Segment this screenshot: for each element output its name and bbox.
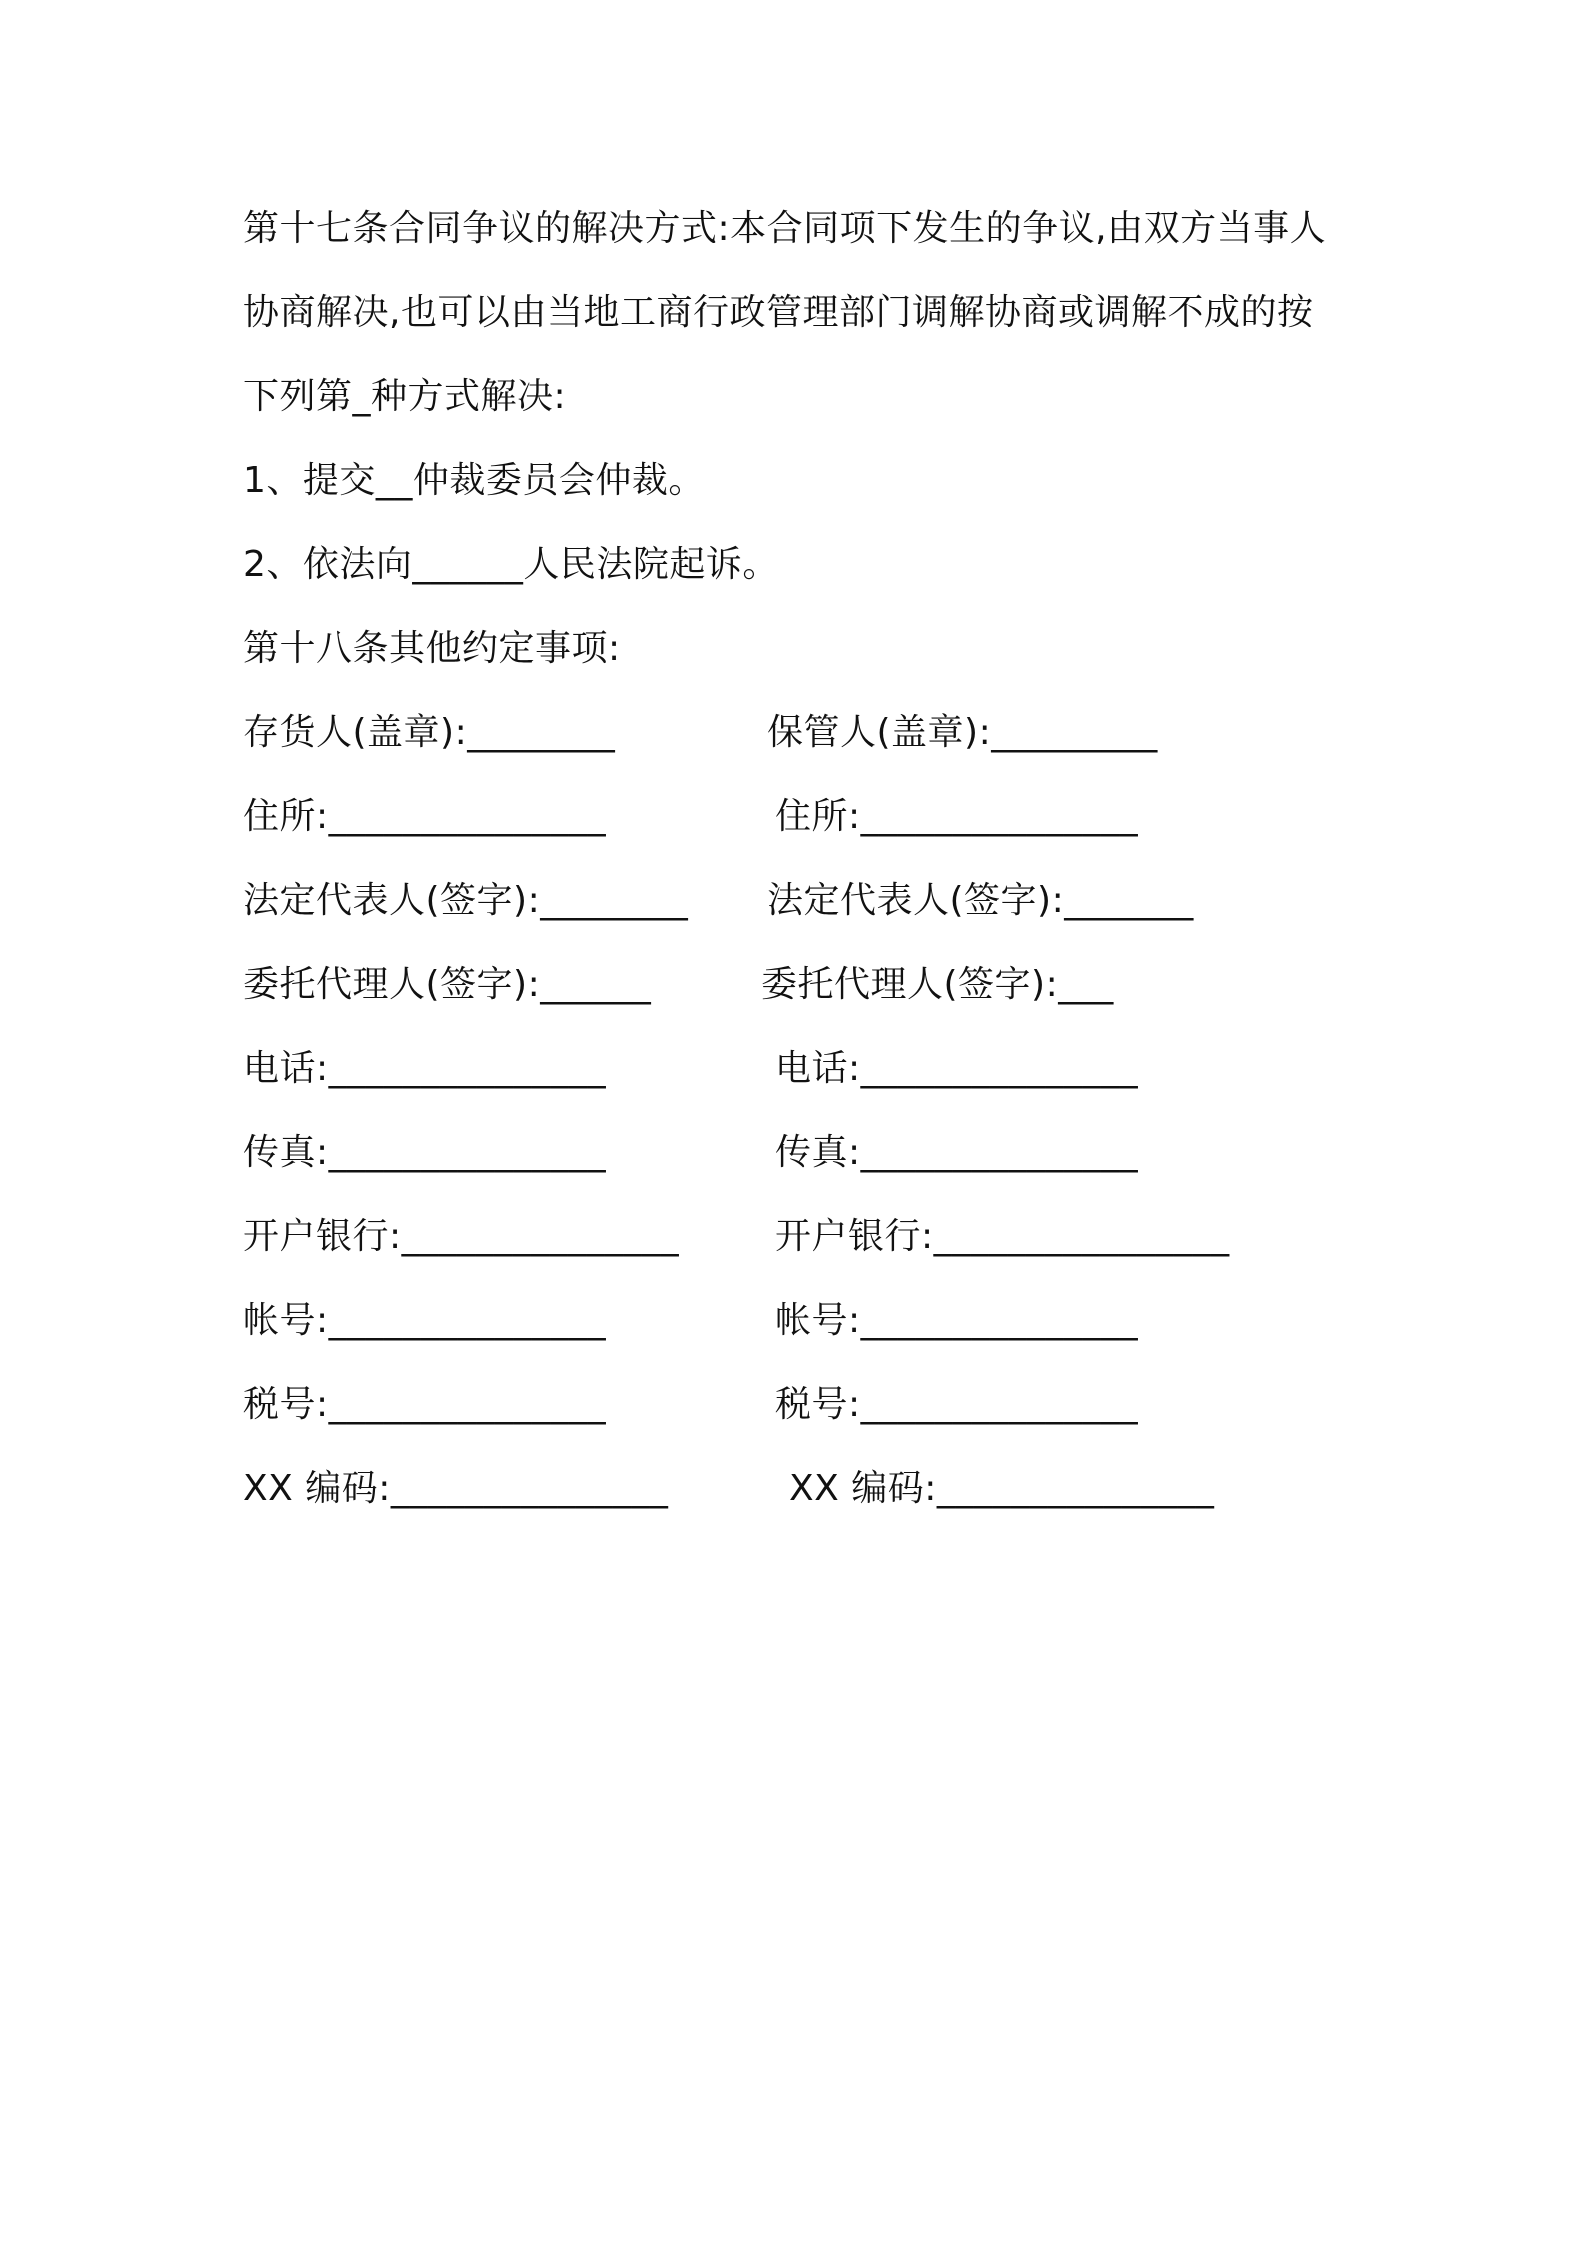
custodian-agent-field: 委托代理人(签字):___ bbox=[761, 964, 1114, 1005]
option-1-arbitration: 1、提交__仲裁委员会仲裁。 bbox=[243, 460, 705, 501]
custodian-address-field: 住所:_______________ bbox=[775, 796, 1139, 837]
depositor-fax-field: 传真:_______________ bbox=[243, 1132, 607, 1173]
signature-row-address bbox=[0, 795, 1586, 839]
article-17-line-1: 第十七条合同争议的解决方式:本合同项下发生的争议,由双方当事人 bbox=[243, 208, 1327, 249]
custodian-code-field: XX 编码:_______________ bbox=[789, 1468, 1215, 1509]
signature-row-seal bbox=[0, 711, 1586, 755]
depositor-agent-field: 委托代理人(签字):______ bbox=[243, 964, 652, 1005]
custodian-bank-field: 开户银行:________________ bbox=[775, 1216, 1230, 1257]
depositor-address-field: 住所:_______________ bbox=[243, 796, 607, 837]
signature-row-agent bbox=[0, 963, 1586, 1007]
signature-row-legal-rep bbox=[0, 879, 1586, 923]
custodian-fax-field: 传真:_______________ bbox=[775, 1132, 1139, 1173]
custodian-seal-field: 保管人(盖章):_________ bbox=[767, 712, 1158, 753]
option-2-court: 2、依法向______人民法院起诉。 bbox=[243, 544, 779, 585]
custodian-tax-field: 税号:_______________ bbox=[775, 1384, 1139, 1425]
article-17-line-2: 协商解决,也可以由当地工商行政管理部门调解协商或调解不成的按 bbox=[243, 292, 1314, 333]
signature-row-tax bbox=[0, 1383, 1586, 1427]
depositor-legal-rep-field: 法定代表人(签字):________ bbox=[243, 880, 689, 921]
depositor-bank-field: 开户银行:_______________ bbox=[243, 1216, 680, 1257]
article-18-heading: 第十八条其他约定事项: bbox=[243, 628, 621, 669]
custodian-account-field: 帐号:_______________ bbox=[775, 1300, 1139, 1341]
custodian-phone-field: 电话:_______________ bbox=[775, 1048, 1139, 1089]
signature-row-bank bbox=[0, 1215, 1586, 1259]
signature-row-code bbox=[0, 1467, 1586, 1511]
depositor-account-field: 帐号:_______________ bbox=[243, 1300, 607, 1341]
article-17-line-3: 下列第_种方式解决: bbox=[243, 376, 567, 417]
signature-row-account bbox=[0, 1299, 1586, 1343]
signature-row-phone bbox=[0, 1047, 1586, 1091]
depositor-tax-field: 税号:_______________ bbox=[243, 1384, 607, 1425]
signature-row-fax bbox=[0, 1131, 1586, 1175]
depositor-seal-field: 存货人(盖章):________ bbox=[243, 712, 616, 753]
depositor-phone-field: 电话:_______________ bbox=[243, 1048, 607, 1089]
custodian-legal-rep-field: 法定代表人(签字):_______ bbox=[767, 880, 1194, 921]
depositor-code-field: XX 编码:_______________ bbox=[243, 1468, 669, 1509]
